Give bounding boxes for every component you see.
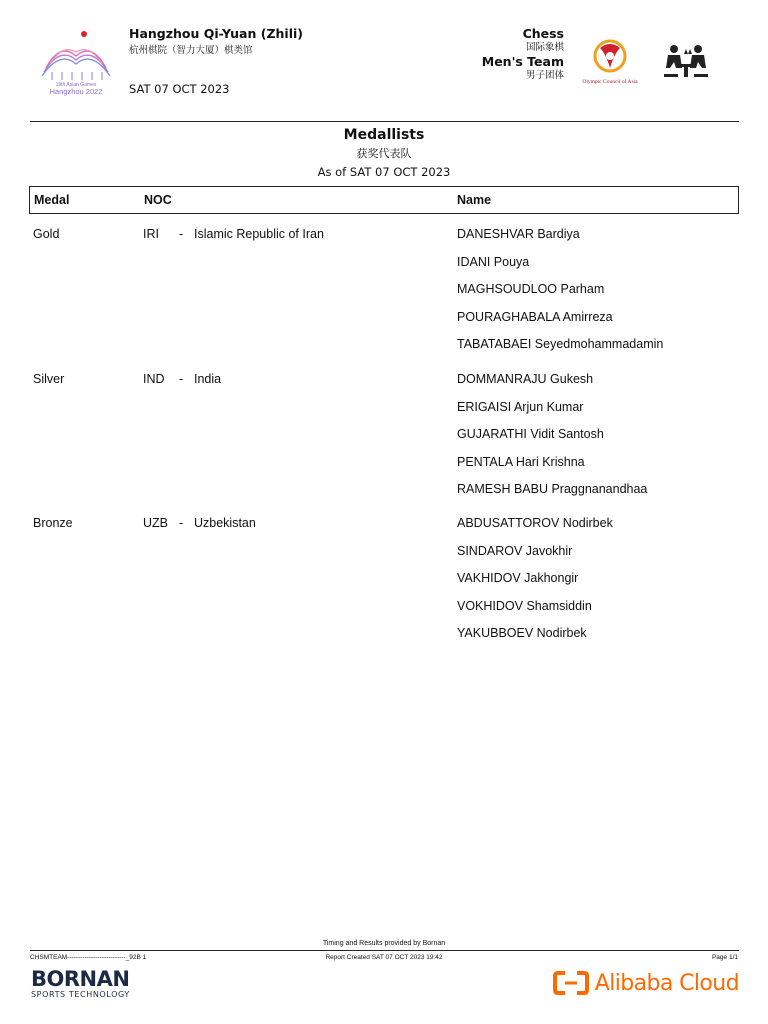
bornan-wordmark: BORNAN	[31, 967, 130, 991]
athlete-name: MAGHSOUDLOO Parham	[457, 282, 605, 297]
olympic-council-of-asia-logo	[570, 38, 650, 88]
medal-cell: Gold	[33, 227, 60, 241]
athlete-name: GUJARATHI Vidit Santosh	[457, 427, 604, 442]
athlete-list	[457, 516, 613, 654]
noc-country-cell: Uzbekistan	[194, 516, 256, 530]
noc-separator: -	[179, 227, 184, 241]
noc-country-cell: Islamic Republic of Iran	[194, 227, 324, 241]
athlete-name: VAKHIDOV Jakhongir	[457, 571, 579, 586]
report-code: CHSMTEAM---------------------------_92B 1	[30, 954, 147, 961]
medal-cell: Silver	[33, 372, 65, 386]
alibaba-cloud-mark-icon	[553, 970, 589, 996]
report-title: Medallists	[343, 127, 425, 143]
header-date: SAT 07 OCT 2023	[129, 82, 230, 96]
header-divider	[30, 121, 739, 122]
page-number: Page 1/1	[711, 954, 738, 961]
sport-name-chinese: 国际象棋	[525, 42, 564, 53]
as-of-date: As of SAT 07 OCT 2023	[317, 165, 451, 179]
bornan-logo	[31, 968, 130, 999]
athlete-name: TABATABAEI Seyedmohammadamin	[457, 337, 664, 352]
noc-separator: -	[179, 372, 184, 386]
column-header-noc: NOC	[144, 193, 172, 207]
athlete-list	[457, 227, 663, 365]
event-name: Men's Team	[481, 54, 564, 69]
alibaba-cloud-logo	[553, 968, 739, 998]
alibaba-cloud-wordmark: Alibaba Cloud	[594, 970, 739, 996]
oca-logo-text: Olympic Council of Asia	[582, 79, 638, 85]
athlete-name: ABDUSATTOROV Nodirbek	[457, 516, 613, 530]
venue-title: Hangzhou Qi-Yuan (Zhili)	[129, 26, 303, 41]
noc-separator: -	[179, 516, 184, 530]
hangzhou-2022-logo	[36, 28, 116, 98]
athlete-name: RAMESH BABU Praggnanandhaa	[457, 482, 648, 497]
noc-code-cell: IRI	[143, 227, 159, 241]
noc-code-cell: IND	[143, 372, 165, 386]
column-header-medal: Medal	[34, 193, 70, 207]
bornan-tagline: SPORTS TECHNOLOGY	[31, 990, 130, 999]
timing-credit: Timing and Results provided by Bornan	[322, 940, 446, 947]
athlete-name: DANESHVAR Bardiya	[457, 227, 580, 241]
athlete-name: VOKHIDOV Shamsiddin	[457, 598, 592, 613]
report-title-chinese: 获奖代表队	[356, 147, 412, 160]
athlete-name: SINDAROV Javokhir	[457, 543, 573, 558]
event-name-chinese: 男子团体	[525, 70, 564, 81]
athlete-name: ERIGAISI Arjun Kumar	[457, 399, 584, 414]
report-header	[0, 0, 768, 122]
chess-pictogram-icon	[658, 40, 714, 82]
games-logo-line2: Hangzhou 2022	[49, 87, 103, 96]
venue-title-chinese: 杭州棋院（智力大厦）棋类馆	[129, 45, 253, 56]
athlete-name: YAKUBBOEV Nodirbek	[457, 626, 587, 641]
athlete-name: PENTALA Hari Krishna	[457, 454, 585, 469]
sport-event-block	[482, 26, 564, 82]
sport-name: Chess	[522, 26, 564, 41]
athlete-name: IDANI Pouya	[457, 254, 530, 269]
noc-country-cell: India	[194, 372, 222, 386]
athlete-list	[457, 372, 647, 510]
athlete-name: DOMMANRAJU Gukesh	[457, 372, 594, 386]
report-created: Report Created SAT 07 OCT 2023 19:42	[325, 954, 443, 961]
footer-divider	[30, 950, 739, 951]
column-header-name: Name	[457, 193, 492, 207]
noc-code-cell: UZB	[143, 516, 168, 530]
medal-cell: Bronze	[33, 516, 73, 530]
athlete-name: POURAGHABALA Amirreza	[457, 309, 613, 324]
games-logo-line1: 19th Asian Games	[55, 82, 97, 88]
table-header-row	[29, 186, 739, 214]
